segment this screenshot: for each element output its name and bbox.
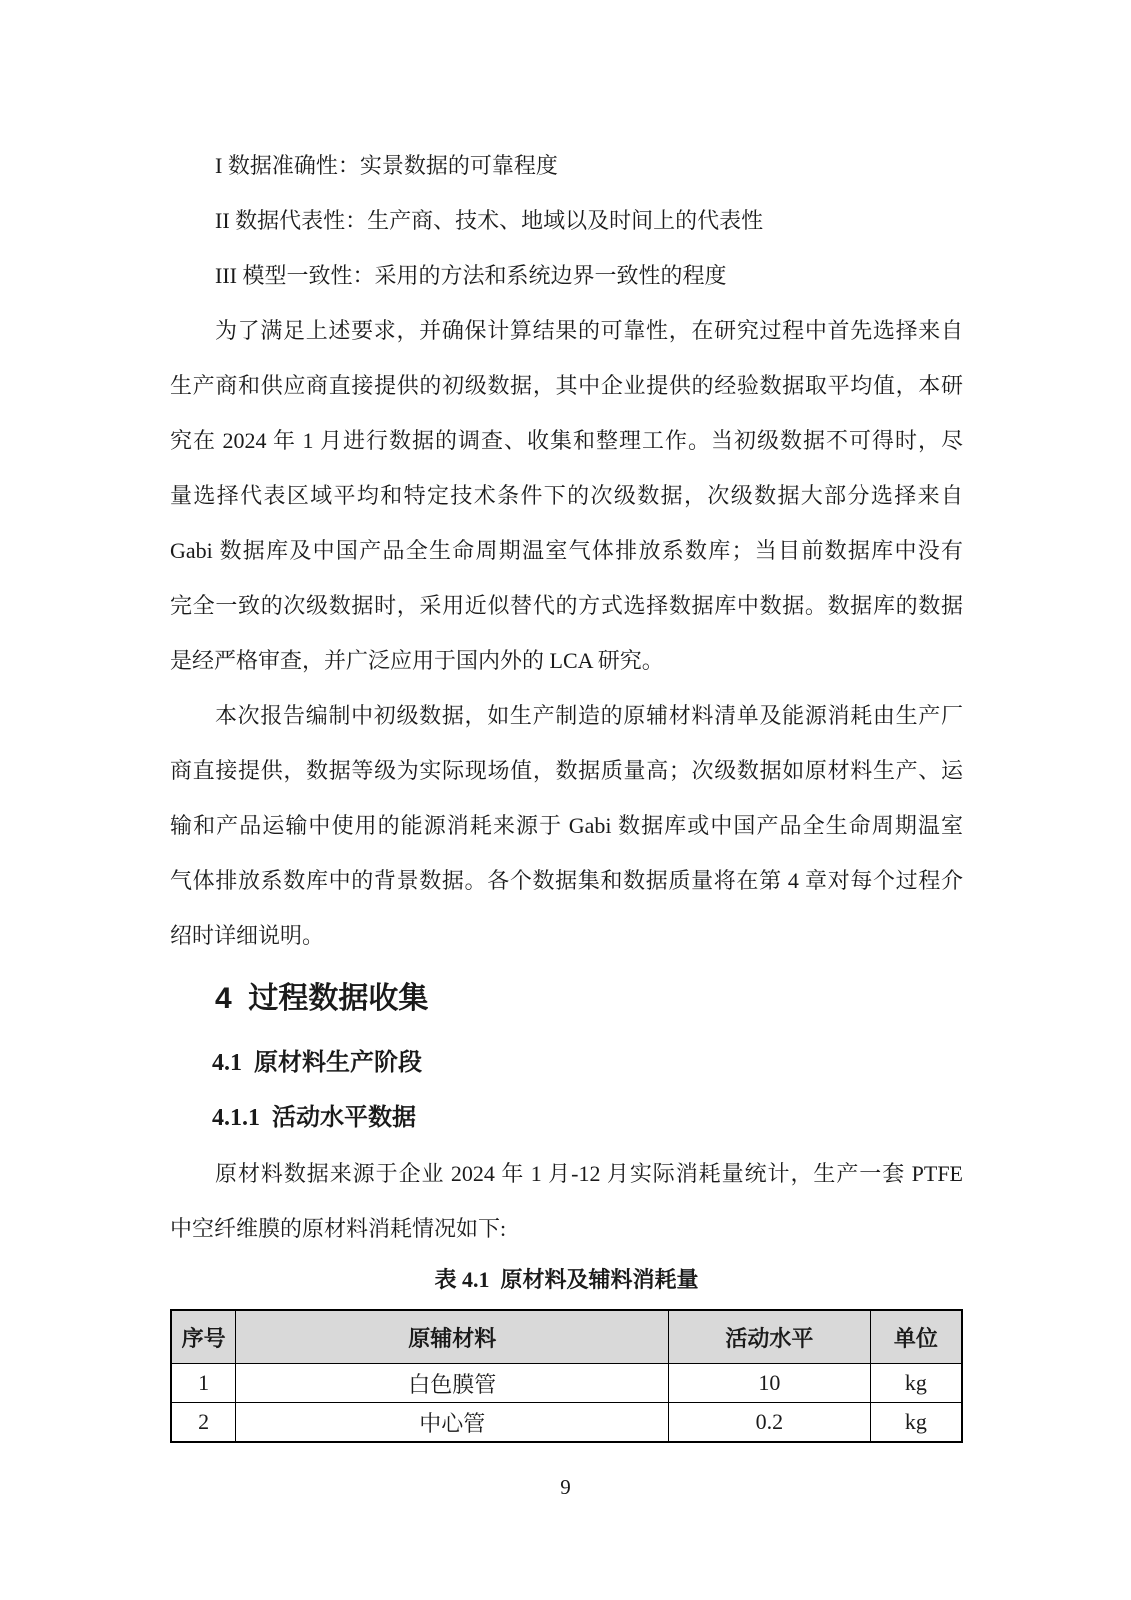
table-cell: 1 <box>171 1364 236 1403</box>
text-line: II 数据代表性：生产商、技术、地域以及时间上的代表性 <box>215 208 764 233</box>
table-cell: kg <box>870 1403 962 1443</box>
table-row <box>171 1310 962 1364</box>
text-line: 原材料数据来源于企业 2024 年 1 月-12 月实际消耗量统计，生产一套 PTFE <box>215 1161 963 1186</box>
text-line: 商直接提供，数据等级为实际现场值，数据质量高；次级数据如原材料生产、运 <box>170 758 963 783</box>
table-header-row <box>171 1310 962 1364</box>
table-cell: 2 <box>171 1403 236 1443</box>
data-quality-criteria-list <box>170 138 963 303</box>
text-line: 完全一致的次级数据时，采用近似替代的方式选择数据库中数据。数据库的数据 <box>170 593 963 618</box>
page-content <box>170 0 963 1443</box>
text-line: 究在 2024 年 1 月进行数据的调查、收集和整理工作。当初级数据不可得时，尽 <box>170 428 963 453</box>
column-header: 原辅材料 <box>236 1310 669 1364</box>
column-header: 活动水平 <box>669 1310 871 1364</box>
table-row <box>171 1403 962 1443</box>
table-row <box>171 1364 962 1403</box>
table-body <box>171 1364 962 1443</box>
table-cell: kg <box>870 1364 962 1403</box>
column-header: 序号 <box>171 1310 236 1364</box>
text-line: 中空纤维膜的原材料消耗情况如下: <box>170 1216 507 1241</box>
text-line: 量选择代表区域平均和特定技术条件下的次级数据，次级数据大部分选择来自 <box>170 483 963 508</box>
text-line: 为了满足上述要求，并确保计算结果的可靠性，在研究过程中首先选择来自 <box>215 318 963 343</box>
subsection-heading: 4.1 原材料生产阶段 <box>212 1050 422 1076</box>
paragraph-data-selection <box>170 303 963 688</box>
materials-consumption-table <box>170 1309 963 1443</box>
table-cell: 中心管 <box>236 1403 669 1443</box>
table-caption: 表 4.1 原材料及辅料消耗量 <box>434 1267 699 1292</box>
table-cell: 0.2 <box>669 1403 871 1443</box>
text-line: Gabi 数据库及中国产品全生命周期温室气体排放系数库；当目前数据库中没有 <box>170 538 963 563</box>
text-line: 气体排放系数库中的背景数据。各个数据集和数据质量将在第 4 章对每个过程介 <box>170 868 963 893</box>
text-line: 输和产品运输中使用的能源消耗来源于 Gabi 数据库或中国产品全生命周期温室 <box>170 813 963 838</box>
text-line: III 模型一致性：采用的方法和系统边界一致性的程度 <box>215 263 727 288</box>
text-line: 本次报告编制中初级数据，如生产制造的原辅材料清单及能源消耗由生产厂 <box>215 703 963 728</box>
column-header: 单位 <box>870 1310 962 1364</box>
text-line: 是经严格审查，并广泛应用于国内外的 LCA 研究。 <box>170 648 664 673</box>
page-number: 9 <box>560 1475 571 1499</box>
subsubsection-heading: 4.1.1 活动水平数据 <box>212 1105 416 1131</box>
text-line: I 数据准确性：实景数据的可靠程度 <box>215 153 558 178</box>
table-cell: 白色膜管 <box>236 1364 669 1403</box>
table-cell: 10 <box>669 1364 871 1403</box>
section-heading: 4 过程数据收集 <box>215 982 429 1015</box>
text-line: 生产商和供应商直接提供的初级数据，其中企业提供的经验数据取平均值，本研 <box>170 373 963 398</box>
paragraph-primary-secondary-data <box>170 688 963 963</box>
text-line: 绍时详细说明。 <box>170 923 325 948</box>
paragraph-raw-material-data <box>170 1146 963 1256</box>
